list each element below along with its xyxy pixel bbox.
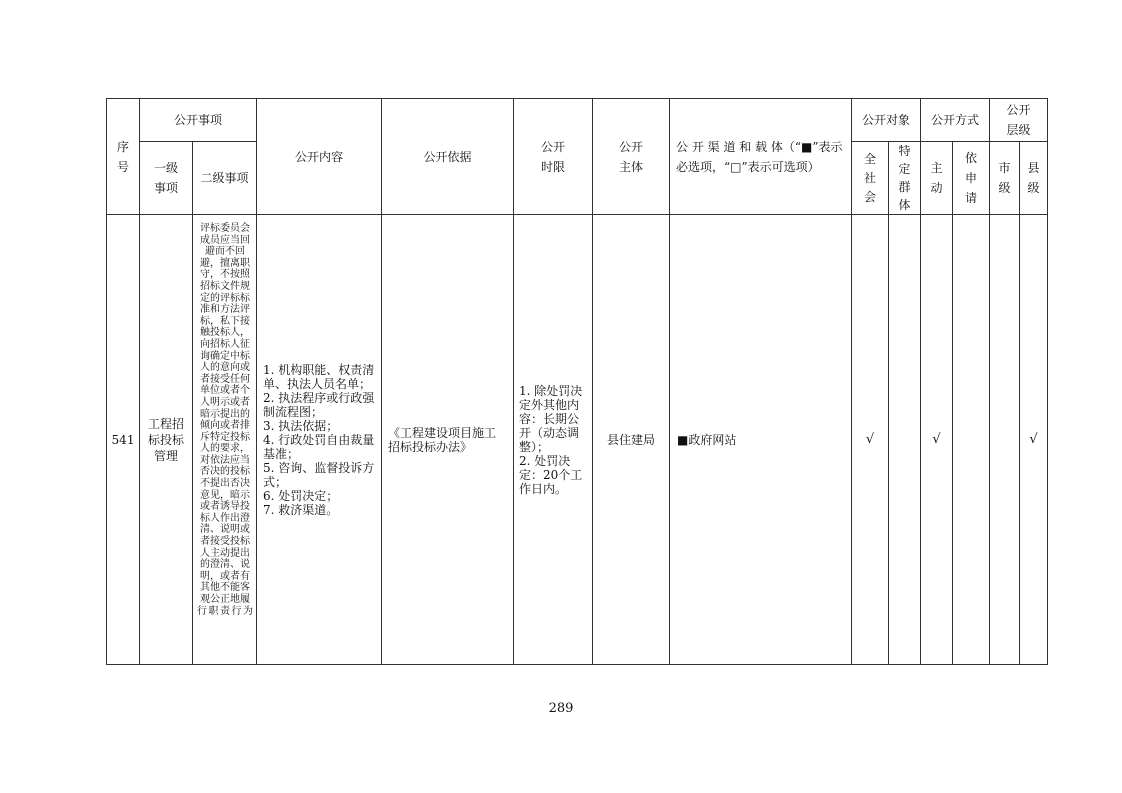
header-level-city: 市级 (990, 142, 1020, 215)
header-level1: 一级事项 (140, 142, 193, 215)
row-level2: 评标委员会成员应当回避而不回避，擅离职守，不按照招标文件规定的评标标准和方法评标，私下接触投标人，向招标人征询确定中标人的意向或者接受任何单位或者个人明示或者暗示提出的倾向或者排斥特定投标人的要求，对依法应当否决的投标不提出否决意见，暗示或者诱导投标人作出澄清、说明或者接受投标人主动提出的澄清、说明，或者有其他不能客观公正地履行职责行为 (193, 215, 257, 665)
content-line: 5. 咨询、监督投诉方式； (263, 460, 375, 489)
time-limit-line: 1. 除处罚决定外其他内容：长期公开（动态调整）； (519, 383, 583, 454)
header-level-county: 县级 (1020, 142, 1048, 215)
row-method-apply-check (953, 215, 990, 665)
header-time-limit: 公开时限 (514, 99, 593, 215)
header-method: 公开方式 (921, 99, 990, 142)
header-target-all: 全社会 (852, 142, 889, 215)
row-subject: 县住建局 (593, 215, 670, 665)
header-level2: 二级事项 (193, 142, 257, 215)
header-level: 公开层级 (990, 99, 1048, 142)
row-level-city-check (990, 215, 1020, 665)
page-number: 289 (548, 701, 574, 716)
row-level-county-check: √ (1020, 215, 1048, 665)
header-basis: 公开依据 (382, 99, 514, 215)
row-target-all-check: √ (852, 215, 889, 665)
content-line: 7. 救济渠道。 (263, 502, 339, 517)
row-target-specific-check (889, 215, 921, 665)
content-line: 2. 执法程序或行政强制流程图； (263, 390, 375, 419)
content-line: 3. 执法依据； (263, 418, 339, 433)
header-method-apply: 依申请 (953, 142, 990, 215)
row-time-limit (514, 215, 593, 665)
row-method-active-check: √ (921, 215, 953, 665)
row-basis: 《工程建设项目施工招标投标办法》 (382, 215, 514, 665)
header-target-specific: 特定群体 (889, 142, 921, 215)
row-level1: 工程招标投标管理 (140, 215, 193, 665)
row-seq: 541 (107, 215, 140, 665)
header-disclosure-item: 公开事项 (140, 99, 257, 142)
content-line: 1. 机构职能、权责清单、执法人员名单； (263, 362, 375, 391)
content-line: 4. 行政处罚自由裁量基准； (263, 432, 375, 461)
table-row (107, 215, 1048, 665)
header-method-active: 主动 (921, 142, 953, 215)
row-channel: ■政府网站 (670, 215, 852, 665)
header-target: 公开对象 (852, 99, 921, 142)
disclosure-table (106, 98, 1048, 665)
header-subject: 公开主体 (593, 99, 670, 215)
time-limit-line: 2. 处罚决定：20个工作日内。 (519, 453, 583, 496)
row-content (257, 215, 382, 665)
content-line: 6. 处罚决定； (263, 488, 339, 503)
header-channel: 公 开 渠 道 和 载 体（“■”表示必选项，“□”表示可选项） (670, 99, 852, 215)
header-content: 公开内容 (257, 99, 382, 215)
header-seq: 序号 (107, 99, 140, 215)
